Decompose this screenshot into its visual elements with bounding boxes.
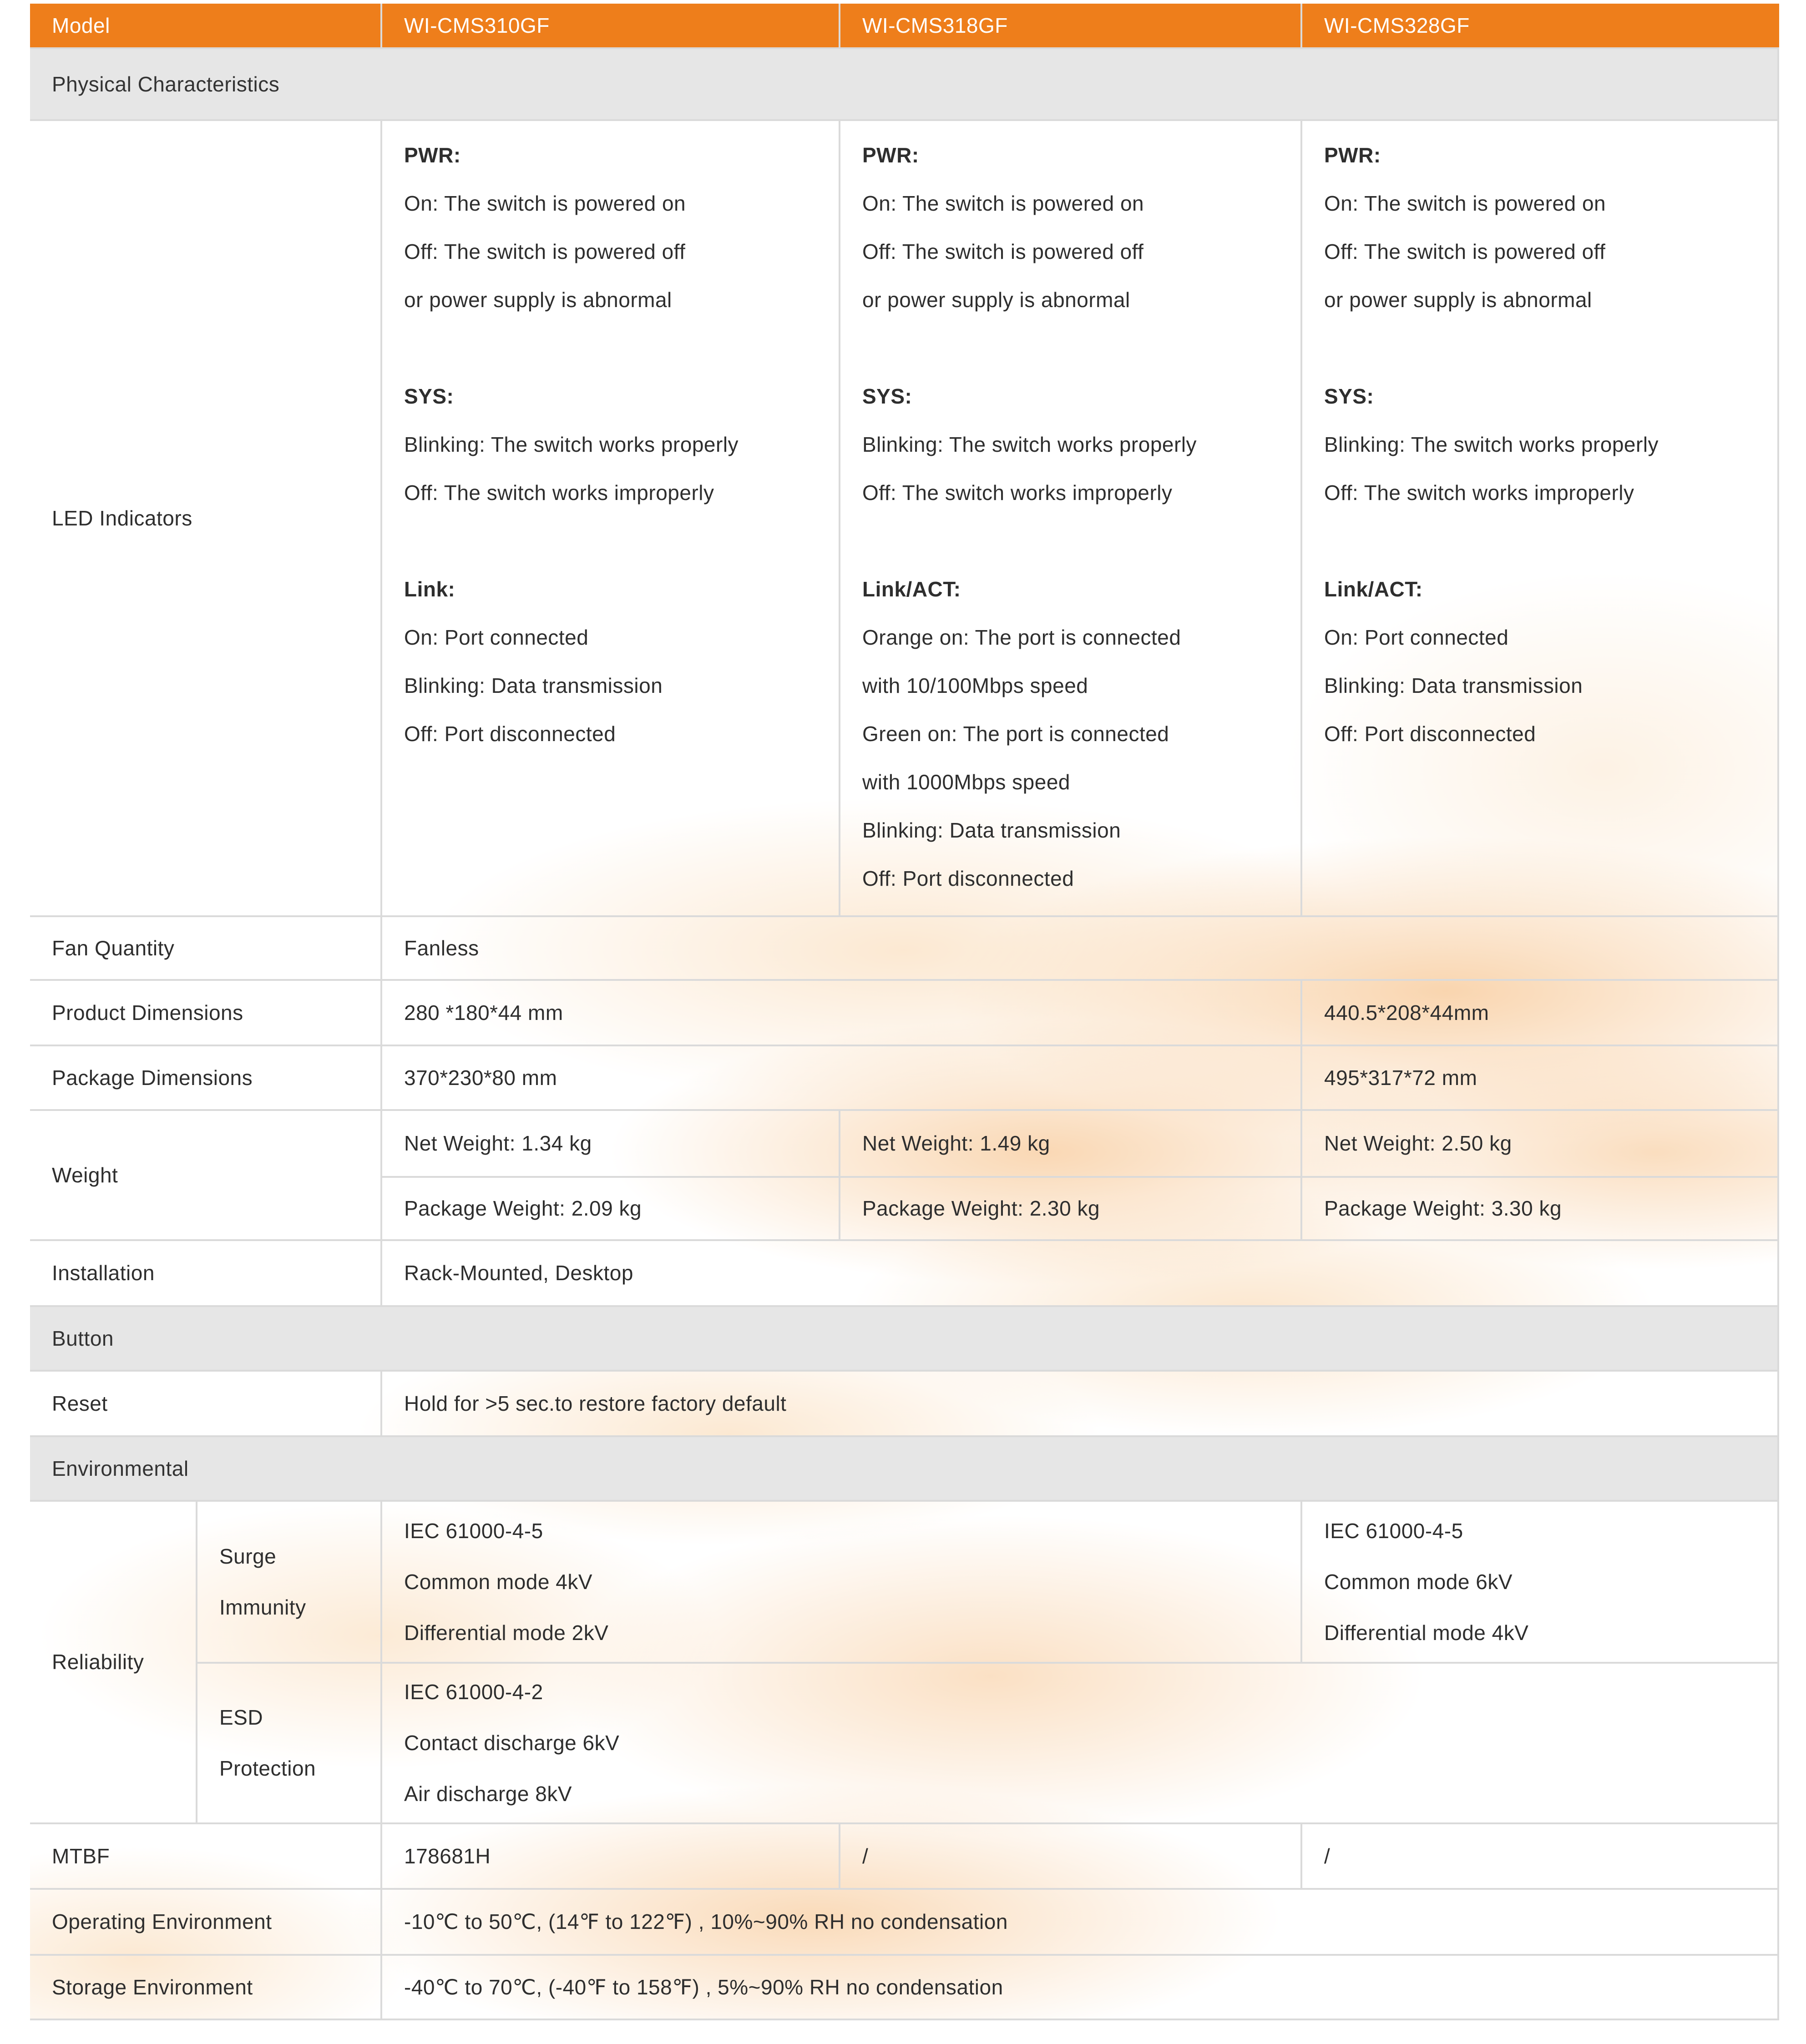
led-indicators-label: LED Indicators	[52, 506, 192, 530]
product-dimensions-value-small: 280 *180*44 mm	[380, 981, 1300, 1045]
section-environmental	[30, 1435, 1777, 1500]
reliability-label: Reliability	[52, 1650, 144, 1674]
net-weight-cms318gf: Net Weight: 1.49 kg	[839, 1111, 1300, 1176]
led-indicators-cms328gf	[1300, 121, 1779, 915]
fan-quantity-row	[30, 915, 1777, 979]
fan-quantity-label: Fan Quantity	[52, 936, 175, 960]
esd-protection-label: ESD Protection	[196, 1664, 380, 1822]
product-dimensions-label: Product Dimensions	[52, 1000, 243, 1025]
weight-row	[30, 1109, 1777, 1239]
spec-table	[30, 4, 1779, 2020]
surge-immunity-label: Surge Immunity	[196, 1502, 380, 1662]
led-indicators-row	[30, 119, 1777, 915]
mtbf-label: MTBF	[52, 1844, 110, 1868]
package-dimensions-value-large: 495*317*72 mm	[1300, 1046, 1779, 1109]
operating-environment-label: Operating Environment	[52, 1910, 272, 1934]
reliability-row	[30, 1500, 1777, 1822]
operating-environment-value: -10℃ to 50℃, (14℉ to 122℉) , 10%~90% RH no condensation	[380, 1890, 1779, 1954]
net-weight-cms328gf: Net Weight: 2.50 kg	[1300, 1111, 1779, 1176]
weight-label: Weight	[52, 1163, 118, 1187]
package-dimensions-label: Package Dimensions	[52, 1065, 253, 1090]
package-weight-cms318gf: Package Weight: 2.30 kg	[839, 1178, 1300, 1239]
esd-protection-subrow	[196, 1662, 1779, 1822]
led-indicators-cms310gf	[380, 121, 839, 915]
model-name-cms310gf: WI-CMS310GF	[380, 4, 839, 47]
led-block-pwr: PWR: On: The switch is powered on Off: The switch is powered off or power supply is abnormal	[862, 143, 1144, 312]
installation-value: Rack-Mounted, Desktop	[380, 1241, 1779, 1305]
package-dimensions-value-small: 370*230*80 mm	[380, 1046, 1300, 1109]
package-weight-subrow	[380, 1176, 1779, 1239]
led-block-sys: SYS: Blinking: The switch works properly Off: The switch works improperly	[404, 384, 739, 505]
mtbf-cms328gf: /	[1300, 1824, 1779, 1888]
esd-protection-value: IEC 61000-4-2 Contact discharge 6kV Air discharge 8kV	[380, 1664, 1779, 1822]
model-header-row	[30, 4, 1777, 47]
net-weight-subrow	[380, 1111, 1779, 1176]
mtbf-cms310gf: 178681H	[380, 1824, 839, 1888]
led-block-link: Link: On: Port connected Blinking: Data transmission Off: Port disconnected	[404, 577, 663, 746]
led-block-link-act: Link/ACT: Orange on: The port is connected with 10/100Mbps speed Green on: The port is connected with 1000Mbps speed Blinking: Data transmission Off: Port disconnected	[862, 577, 1181, 890]
reset-label: Reset	[52, 1391, 108, 1415]
led-block-pwr: PWR: On: The switch is powered on Off: The switch is powered off or power supply is abnormal	[1324, 143, 1606, 312]
storage-environment-value: -40℃ to 70℃, (-40℉ to 158℉) , 5%~90% RH no condensation	[380, 1956, 1779, 2019]
package-weight-cms310gf: Package Weight: 2.09 kg	[380, 1178, 839, 1239]
model-name-cms328gf: WI-CMS328GF	[1300, 4, 1779, 47]
reliability-values	[196, 1502, 1779, 1822]
package-dimensions-row	[30, 1045, 1777, 1109]
section-physical-characteristics	[30, 47, 1777, 119]
reset-value: Hold for >5 sec.to restore factory default	[380, 1372, 1779, 1435]
package-weight-cms328gf: Package Weight: 3.30 kg	[1300, 1178, 1779, 1239]
section-button	[30, 1305, 1777, 1370]
led-block-pwr: PWR: On: The switch is powered on Off: The switch is powered off or power supply is abnormal	[404, 143, 686, 312]
led-block-sys: SYS: Blinking: The switch works properly Off: The switch works improperly	[1324, 384, 1659, 505]
led-block-link-act: Link/ACT: On: Port connected Blinking: Data transmission Off: Port disconnected	[1324, 577, 1583, 746]
storage-environment-label: Storage Environment	[52, 1975, 253, 1999]
storage-environment-row	[30, 1954, 1777, 2019]
product-dimensions-value-large: 440.5*208*44mm	[1300, 981, 1779, 1045]
installation-row	[30, 1239, 1777, 1305]
net-weight-cms310gf: Net Weight: 1.34 kg	[380, 1111, 839, 1176]
led-indicators-cms318gf	[839, 121, 1300, 915]
model-header-label: Model	[30, 4, 380, 47]
weight-values	[380, 1111, 1779, 1239]
surge-immunity-subrow	[196, 1502, 1779, 1662]
surge-immunity-value-small: IEC 61000-4-5 Common mode 4kV Differential mode 2kV	[380, 1502, 1300, 1662]
operating-environment-row	[30, 1888, 1777, 1954]
mtbf-cms318gf: /	[839, 1824, 1300, 1888]
led-block-sys: SYS: Blinking: The switch works properly Off: The switch works improperly	[862, 384, 1197, 505]
section-environmental-label: Environmental	[30, 1437, 1777, 1500]
section-physical-characteristics-label: Physical Characteristics	[30, 49, 1777, 119]
installation-label: Installation	[52, 1261, 155, 1285]
surge-immunity-value-large: IEC 61000-4-5 Common mode 6kV Differential mode 4kV	[1300, 1502, 1779, 1662]
mtbf-row	[30, 1822, 1777, 1888]
section-button-label: Button	[30, 1307, 1777, 1370]
product-dimensions-row	[30, 979, 1777, 1045]
fan-quantity-value: Fanless	[380, 917, 1779, 979]
reset-row	[30, 1370, 1777, 1435]
model-name-cms318gf: WI-CMS318GF	[839, 4, 1300, 47]
